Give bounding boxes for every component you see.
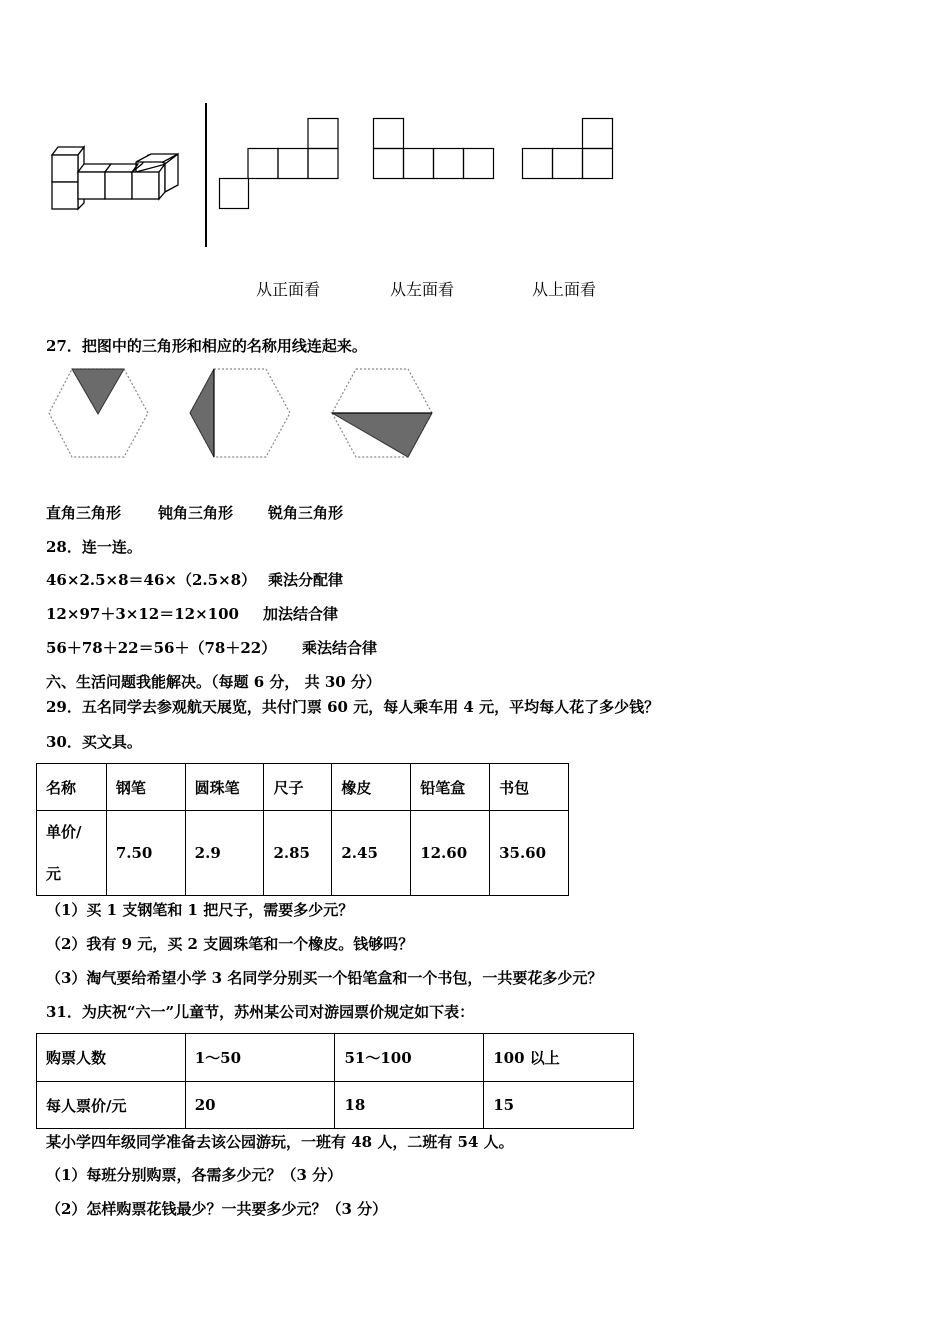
header-pencil-box: 铅笔盒 (411, 764, 490, 811)
price-label: 单价/ 元 (37, 811, 107, 896)
hexagon-triangle-1 (48, 368, 150, 458)
divider-line (205, 103, 207, 247)
tickets-range-2: 51～100 (335, 1034, 484, 1082)
hexagon-triangle-3 (330, 368, 434, 458)
price-ruler: 2.85 (264, 811, 332, 896)
hexagon-triangle-2 (188, 368, 292, 458)
price-ballpen: 2.9 (185, 811, 264, 896)
header-ballpen: 圆珠笔 (185, 764, 264, 811)
price-pen: 7.50 (106, 811, 185, 896)
q31-sub-1: （1）每班分别购票，各需多少元？（3 分） (46, 1166, 343, 1184)
header-name: 名称 (37, 764, 107, 811)
ticket-price-label: 每人票价/元 (37, 1082, 186, 1129)
q28-law-1: 乘法分配律 (268, 571, 344, 589)
cube-solid-figure (48, 145, 188, 215)
q30-sub-1: （1）买 1 支钢笔和 1 把尺子，需要多少元？ (46, 901, 354, 919)
q31-intro: 某小学四年级同学准备去该公园游玩，一班有 48 人，二班有 54 人。 (46, 1133, 514, 1151)
price-eraser: 2.45 (332, 811, 411, 896)
header-schoolbag: 书包 (490, 764, 569, 811)
q28-law-2: 加法结合律 (263, 605, 339, 623)
ticket-price-3: 15 (484, 1082, 634, 1129)
q27-text: 27．把图中的三角形和相应的名称用线连起来。 (46, 337, 367, 355)
q28-expr-3: 56＋78＋22＝56＋（78＋22） (46, 639, 277, 657)
q31-title: 31．为庆祝“六一”儿童节，苏州某公司对游园票价规定如下表： (46, 1003, 475, 1021)
price-schoolbag: 35.60 (490, 811, 569, 896)
ticket-price-2: 18 (335, 1082, 484, 1129)
header-pen: 钢笔 (106, 764, 185, 811)
q31-sub-2: （2）怎样购票花钱最少？一共要多少元？（3 分） (46, 1200, 388, 1218)
left-view-grid (373, 118, 497, 182)
top-view-label: 从上面看 (532, 280, 597, 299)
triangle-name-right: 直角三角形 (46, 504, 122, 522)
q30-title: 30．买文具。 (46, 733, 142, 751)
tickets-range-1: 1～50 (185, 1034, 335, 1082)
q28-title: 28．连一连。 (46, 538, 142, 556)
left-view-label: 从左面看 (390, 280, 455, 299)
tickets-range-3: 100 以上 (484, 1034, 634, 1082)
q30-sub-2: （2）我有 9 元，买 2 支圆珠笔和一个橡皮。钱够吗？ (46, 935, 414, 953)
price-pencil-box: 12.60 (411, 811, 490, 896)
q29-text: 29．五名同学去参观航天展览，共付门票 60 元，每人乘车用 4 元，平均每人花了多少钱？ (46, 698, 660, 716)
q28-expr-2: 12×97＋3×12＝12×100 (46, 605, 239, 623)
top-view-grid (522, 118, 616, 182)
q30-sub-3: （3）淘气要给希望小学 3 名同学分别买一个铅笔盒和一个书包，一共要花多少元？ (46, 969, 603, 987)
triangle-name-obtuse: 钝角三角形 (158, 504, 234, 522)
front-view-label: 从正面看 (256, 280, 321, 299)
ticket-price-table (36, 1033, 634, 1129)
section-6-heading: 六、生活问题我能解决。（每题 6 分， 共 30 分） (46, 673, 381, 691)
ticket-price-1: 20 (185, 1082, 335, 1129)
header-eraser: 橡皮 (332, 764, 411, 811)
q28-law-3: 乘法结合律 (302, 639, 378, 657)
tickets-count-label: 购票人数 (37, 1034, 186, 1082)
triangle-name-acute: 锐角三角形 (268, 504, 344, 522)
header-ruler: 尺子 (264, 764, 332, 811)
q28-expr-1: 46×2.5×8＝46×（2.5×8） (46, 571, 257, 589)
front-view-grid (219, 118, 341, 210)
stationery-price-table (36, 763, 569, 896)
